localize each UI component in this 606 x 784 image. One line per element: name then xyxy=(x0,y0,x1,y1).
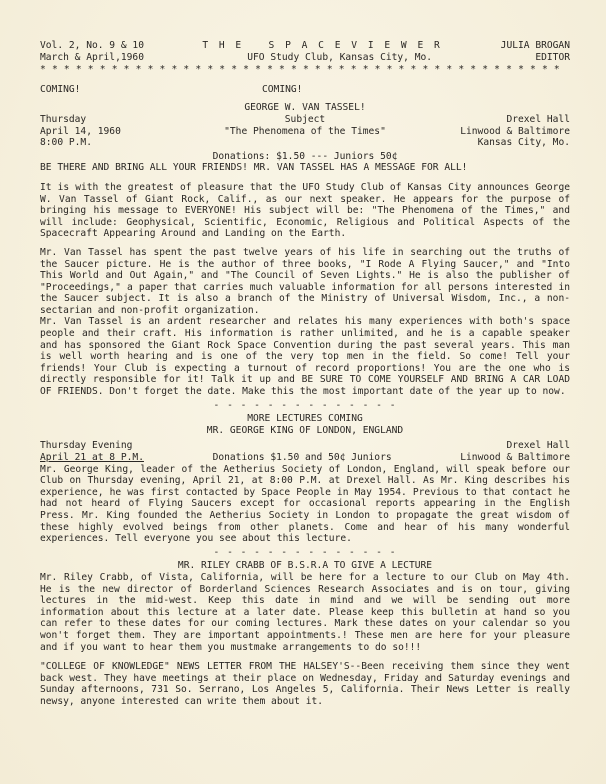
newsletter-title: T H E S P A C E V I E W E R xyxy=(202,40,443,51)
paragraph-researcher: Mr. Van Tassel is an ardent researcher and relates his many experiences with both's space people and their craft. His information is rather unlimited, and he is a capable speaker and has sponsored the Giant Rock Space Convention during the past several years. This man is well worth hearing and is one of the very top men in the field. So come! Tell your friends! Your Club is expecting a turnout of record proportions! You are the one who is directly responsible for it! Talk it up and BE SURE TO COME YOURSELF AND BRING A CAR LOAD OF FRIENDS. Don't forget the date. Make this the most important date of the year up to now. xyxy=(40,316,570,398)
coming-center: COMING! xyxy=(262,83,303,95)
dash-divider-1: - - - - - - - - - - - - - - xyxy=(213,399,397,411)
college-paragraph: "COLLEGE OF KNOWLEDGE" NEWS LETTER FROM THE HALSEY'S--Been receiving them since they went back west. They have meetings at their place on Wednesday, Friday and Saturday evenings and Sunday afternoons, 731 So. Serrano, Los Angeles 5, California. Their News Letter is really newsy, anyone interested can write them about it. xyxy=(40,661,570,707)
venue-street: Linwood & Baltimore xyxy=(460,125,570,137)
masthead-row-2 xyxy=(40,52,570,64)
dash-divider-2: - - - - - - - - - - - - - - xyxy=(213,546,397,558)
lecture-subject: "The Phenomena of the Times" xyxy=(224,125,386,137)
king-day: Thursday Evening xyxy=(40,440,133,452)
king-row-2 xyxy=(40,452,570,464)
issue-date: March & April,1960 xyxy=(40,51,144,63)
king-date: April 21 at 8 P.M. xyxy=(40,452,144,463)
paragraph-biography: Mr. Van Tassel has spent the past twelve years of his life in searching out the truths of the Saucer picture. He is the author of three books, "I Rode A Flying Saucer," and "Into This World and Out Again," and "The Council of Seven Lights." He is also the publisher of "Proceedings," a paper that carries much valuable information for all persons interested in the Saucer subject. It is also a branch of the Ministry of Universal Wisdom, Inc., a non-sectarian and non-profit organization. xyxy=(40,246,570,316)
king-street: Linwood & Baltimore xyxy=(460,452,570,463)
editor-title: EDITOR xyxy=(535,51,570,63)
be-there-line: BE THERE AND BRING ALL YOUR FRIENDS! MR. VAN TASSEL HAS A MESSAGE FOR ALL! xyxy=(40,162,468,174)
venue-name: Drexel Hall xyxy=(506,113,570,125)
event-row-3 xyxy=(40,137,570,149)
king-paragraph: Mr. George King, leader of the Aetherius Society of London, England, will speak before our Club on Thursday evening, April 21, at 8:00 P.M. at Drexel Hall. As Mr. King describes his experience, he was first contacted by Space People in May 1954. Previous to that contact he had not heard of Flying Saucers except for occasional reports appearing in the English Press. Mr. King founded the Aetherius Society in London to propagate the great wisdom of these highly evolved beings from other planets. Come and hear of his many wonderful experiences. Tell everyone you see about this lecture. xyxy=(40,463,570,545)
king-venue: Drexel Hall xyxy=(506,440,570,452)
crabb-heading: MR. RILEY CRABB OF B.S.R.A TO GIVE A LECTURE xyxy=(177,560,433,572)
star-divider: * * * * * * * * * * * * * * * * * * * * * * * * * * * * * * * * * * * * * * * * * * * * xyxy=(40,64,560,76)
crabb-paragraph: Mr. Riley Crabb, of Vista, California, will be here for a lecture to our Club on May 4th. He is the new director of Borderland Sciences Research Associates and is on tour, giving lectures in the mid-west. Keep this date in mind and we will be sending out more information about this lecture at a later date. Please keep this bulletin at hand so you can refer to these dates for our coming lectures. Mark these dates on your calendar so you won't forget them. They are important appointments.! These men are here for your pleasure and if you want to hear them you mustmake arrangements to do so!!! xyxy=(40,571,570,653)
event-time: 8:00 P.M. xyxy=(40,137,92,149)
event-day: Thursday xyxy=(40,113,87,125)
paragraph-intro: It is with the greatest of pleasure that the UFO Study Club of Kansas City announces George W. Van Tassel of Giant Rock, Calif., as our next speaker. He appears for the purpose of bringing his message to EVERYONE! His subject will be: "The Phenomena of the Times," and will include: Geophysical, Scientific, Economic, Religious and Political Aspects of the Spacecraft Appearing Around and Landing on the Earth. xyxy=(40,181,570,240)
more-lectures-heading: MORE LECTURES COMING xyxy=(247,413,363,425)
coming-row xyxy=(40,84,570,96)
king-heading: MR. GEORGE KING OF LONDON, ENGLAND xyxy=(206,424,404,436)
volume-number: Vol. 2, No. 9 & 10 xyxy=(40,40,144,51)
event-row-2 xyxy=(40,126,570,138)
event-date: April 14, 1960 xyxy=(40,125,121,137)
club-name: UFO Study Club, Kansas City, Mo. xyxy=(247,51,433,63)
king-row-1 xyxy=(40,440,570,452)
coming-left: COMING! xyxy=(40,83,81,95)
event-row-1 xyxy=(40,114,570,126)
speaker-name: GEORGE W. VAN TASSEL! xyxy=(244,102,366,114)
subject-label: Subject xyxy=(284,113,326,125)
editor-name: JULIA BROGAN xyxy=(500,40,570,51)
king-donations: Donations $1.50 and 50¢ Juniors xyxy=(212,452,392,463)
venue-city: Kansas City, Mo. xyxy=(477,137,570,149)
donations-line: Donations: $1.50 --- Juniors 50¢ xyxy=(212,150,398,162)
masthead-row-1 xyxy=(40,40,570,52)
